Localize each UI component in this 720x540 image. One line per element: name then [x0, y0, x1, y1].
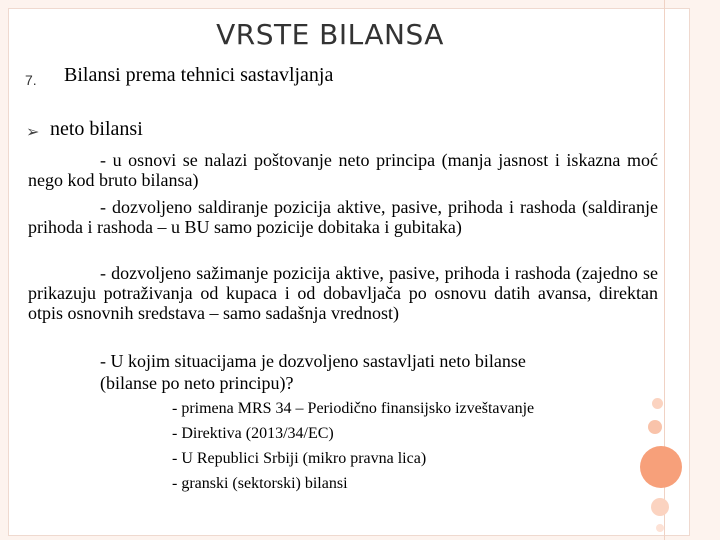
answer-item: - U Republici Srbiji (mikro pravna lica): [172, 450, 427, 467]
paragraph-text: - u osnovi se nalazi poštovanje neto principa (manja jasnost i iskazna moć nego kod bruto bilansa): [28, 150, 658, 190]
circle-decoration: [651, 498, 669, 516]
paragraph-text: - dozvoljeno saldiranje pozicija aktive, pasive, prihoda i rashoda (saldiranje prihoda i rashoda – u BU samo pozicije dobitaka i gubitaka): [28, 197, 658, 237]
paragraph-3: [28, 263, 658, 323]
section-number: 7.: [25, 72, 37, 88]
circle-decoration: [652, 398, 663, 409]
answer-item: - Direktiva (2013/34/EC): [172, 425, 334, 442]
slide-title: VRSTE BILANSA: [216, 18, 444, 51]
section-heading: Bilansi prema tehnici sastavljanja: [64, 64, 334, 86]
paragraph-2: [28, 197, 658, 237]
paragraph-1: [28, 150, 658, 190]
decorative-circles: [638, 398, 688, 540]
circle-decoration: [656, 524, 664, 532]
question-text: - U kojim situacijama je dozvoljeno sastavljati neto bilanse (bilanse po neto principu)?: [100, 351, 526, 393]
answers-list: [172, 396, 534, 496]
circle-decoration: [648, 420, 662, 434]
answer-item: - primena MRS 34 – Periodično finansijsko izveštavanje: [172, 400, 535, 417]
subheading: neto bilansi: [50, 118, 143, 140]
arrow-bullet-icon: ➢: [26, 122, 40, 141]
circle-decoration: [640, 446, 682, 488]
answer-item: - granski (sektorski) bilansi: [172, 475, 348, 492]
paragraph-text: - dozvoljeno sažimanje pozicija aktive, pasive, prihoda i rashoda (zajedno se prikazuju potraživanja od kupaca i od dobavljača po osnovu datih avansa, direktan otpis osnovnih sredstava – samo sadašnja vrednost): [28, 263, 658, 323]
